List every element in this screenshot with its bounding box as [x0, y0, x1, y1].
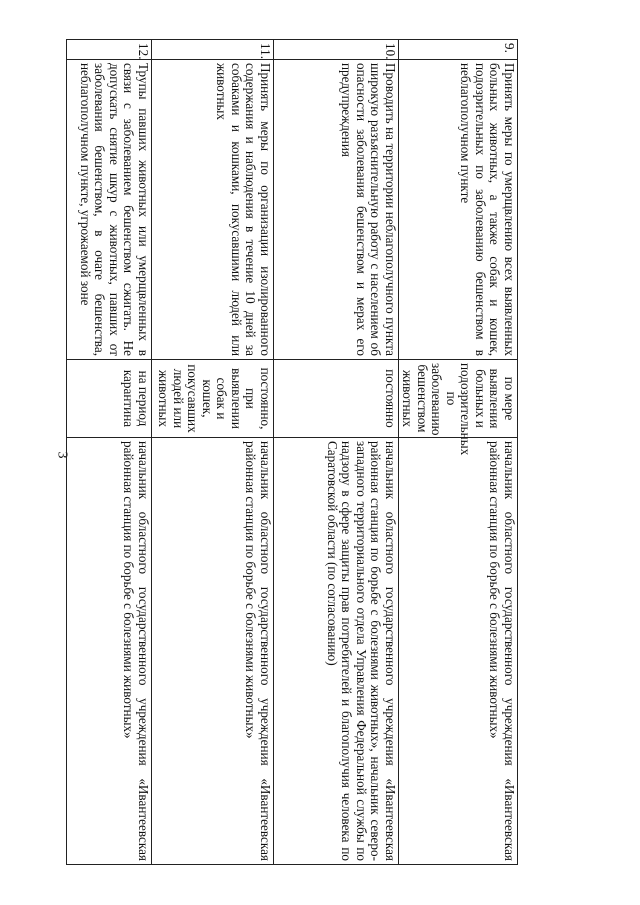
- term-text: на период карантина: [67, 360, 152, 438]
- measure-text: Проводить на территории неблагополучного пункта широкую разъяснительную работу с населением об опасности заболевания бешенством и мерах его предупреждения: [274, 60, 399, 360]
- responsible-text: начальник областного государственного учреждения «Ивантеевская районная станция по борьбе с болезнями животных»: [399, 438, 518, 865]
- row-number: 12.: [67, 40, 152, 60]
- responsible-text: начальник областного государственного учреждения «Ивантеевская районная станция по борьбе с болезнями животных», начальник северо-западного территориального отдела Управления Федеральной службы по надзору в сфере защиты прав потребителей и благополучия человека по Саратовской области (по согласованию): [274, 438, 399, 865]
- measure-text: Принять меры по организации изолированного содержания и наблюдения в течение 10 дней за собаками и кошками, покусавшими людей или животных: [152, 60, 274, 360]
- page-number: 3: [54, 451, 70, 459]
- table-row: [274, 40, 399, 865]
- responsible-text: начальник областного государственного учреждения «Ивантеевская районная станция по борьбе с болезнями животных»: [152, 438, 274, 865]
- table-row: [152, 40, 274, 865]
- measure-text: Трупы павших животных или умерщвленных в связи с заболеванием бешенством сжигать. Не допускать снятие шкур с животных, павших от заболевания бешенством, в очаге бешенства, неблагополучном пункте, угрожаемой зоне: [67, 60, 152, 360]
- row-number: 9.: [399, 40, 518, 60]
- measures-table: [66, 39, 518, 865]
- table-row: [399, 40, 518, 865]
- table-row: [67, 40, 152, 865]
- row-number: 11.: [152, 40, 274, 60]
- term-text: постоянно, при выявлении собак и кошек, покусавших людей или животных: [152, 360, 274, 438]
- row-number: 10.: [274, 40, 399, 60]
- term-text: по мере выявления больных и подозрительных по заболеванию бешенством животных: [399, 360, 518, 438]
- rotated-table-container: [78, 39, 518, 864]
- measure-text: Принять меры по умерщвлению всех выявленных больных животных, а также собак и кошек, подозрительных по заболеванию бешенством в неблагополучном пункте: [399, 60, 518, 360]
- term-text: постоянно: [274, 360, 399, 438]
- responsible-text: начальник областного государственного учреждения «Ивантеевская районная станция по борьбе с болезнями животных»: [67, 438, 152, 865]
